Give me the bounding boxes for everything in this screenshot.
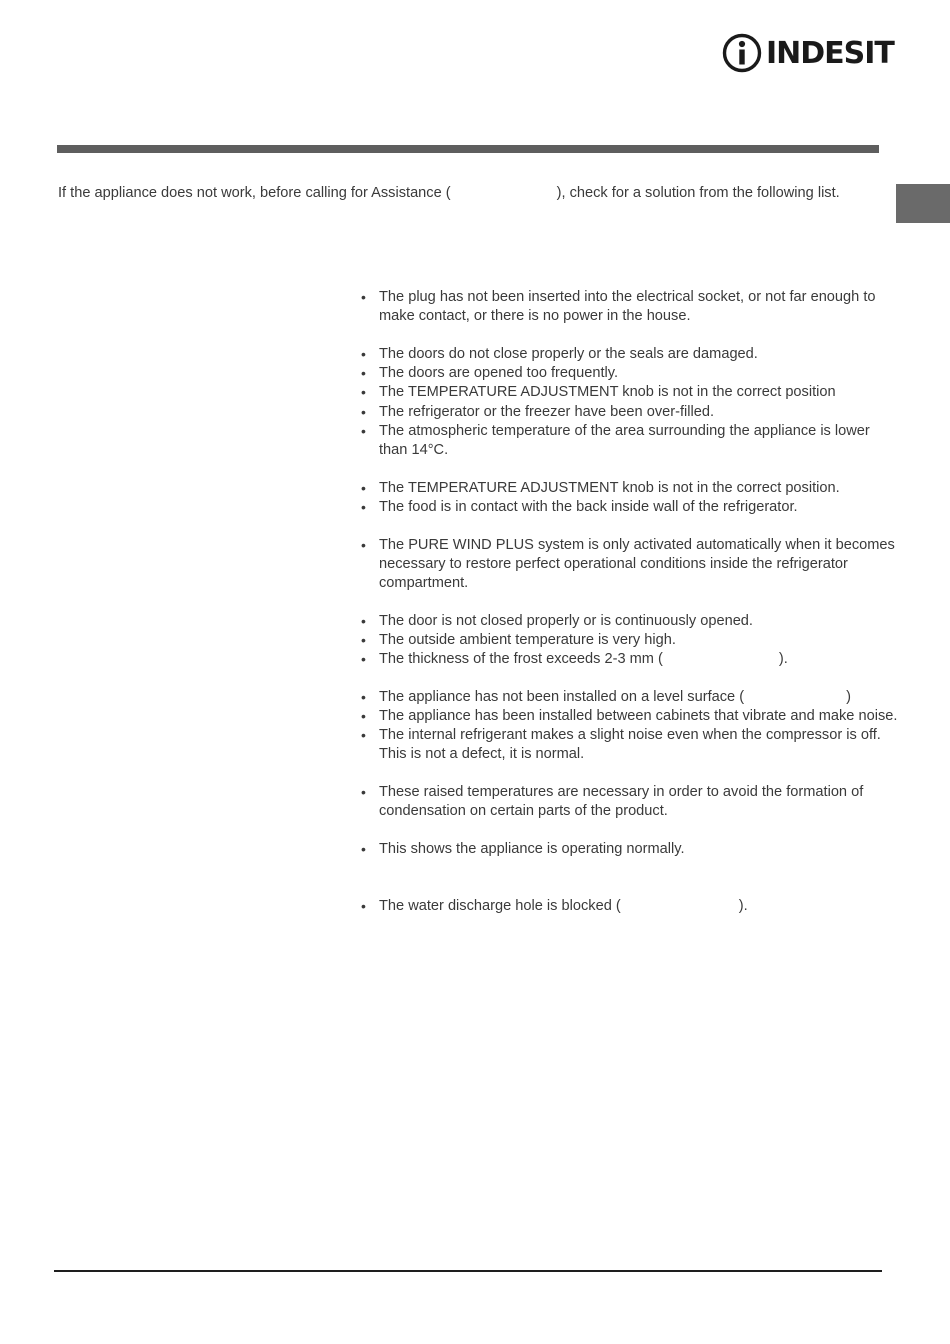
footer-rule: [54, 1270, 882, 1272]
solution-item: • The outside ambient temperature is very high.: [358, 631, 898, 650]
solution-group: [358, 612, 898, 670]
solution-item: • The PURE WIND PLUS system is only activated automatically when it becomes necessary to restore perfect operational conditions inside the refrigerator compartment.: [358, 536, 898, 594]
solution-item: • The plug has not been inserted into the electrical socket, or not far enough to make contact, or there is no power in the house.: [358, 288, 898, 326]
solution-item: • The food is in contact with the back inside wall of the refrigerator.: [358, 498, 898, 517]
solution-group: [358, 536, 898, 594]
solution-item: • The doors do not close properly or the seals are damaged.: [358, 345, 898, 364]
solution-item: • The TEMPERATURE ADJUSTMENT knob is not in the correct position: [358, 383, 898, 402]
solution-item: • The appliance has been installed between cabinets that vibrate and make noise.: [358, 707, 898, 726]
solution-group: [358, 840, 898, 859]
solution-item: • These raised temperatures are necessary in order to avoid the formation of condensation on certain parts of the product.: [358, 783, 898, 821]
solution-item: • The water discharge hole is blocked ( ).: [358, 897, 898, 916]
solution-item: • The atmospheric temperature of the area surrounding the appliance is lower than 14°C.: [358, 422, 898, 460]
solution-item: • The doors are opened too frequently.: [358, 364, 898, 383]
solution-item: • The appliance has not been installed on a level surface ( ): [358, 688, 898, 707]
solution-item: • The door is not closed properly or is continuously opened.: [358, 612, 898, 631]
brand-name: INDESIT: [766, 36, 894, 71]
solution-group: [358, 288, 898, 326]
intro-after: ), check for a solution from the following list.: [556, 185, 840, 201]
solution-item: • This shows the appliance is operating normally.: [358, 840, 898, 859]
intro-text: [58, 184, 878, 203]
solution-item: • The refrigerator or the freezer have been over-filled.: [358, 403, 898, 422]
brand-logo: [722, 33, 894, 77]
solution-item: • The TEMPERATURE ADJUSTMENT knob is not in the correct position.: [358, 479, 898, 498]
intro-before: If the appliance does not work, before calling for Assistance (: [58, 185, 451, 201]
solution-group: [358, 345, 898, 460]
language-tab-marker: [896, 184, 950, 223]
solution-group: [358, 783, 898, 821]
solution-group: [358, 897, 898, 916]
indesit-logo-icon: [722, 33, 762, 73]
solutions-list: [358, 288, 898, 935]
solution-group: [358, 688, 898, 765]
solution-item: • The thickness of the frost exceeds 2-3 mm ( ).: [358, 650, 898, 669]
header-rule: [57, 145, 879, 153]
solution-group: [358, 479, 898, 517]
solution-item: • The internal refrigerant makes a slight noise even when the compressor is off. This is not a defect, it is normal.: [358, 726, 898, 764]
